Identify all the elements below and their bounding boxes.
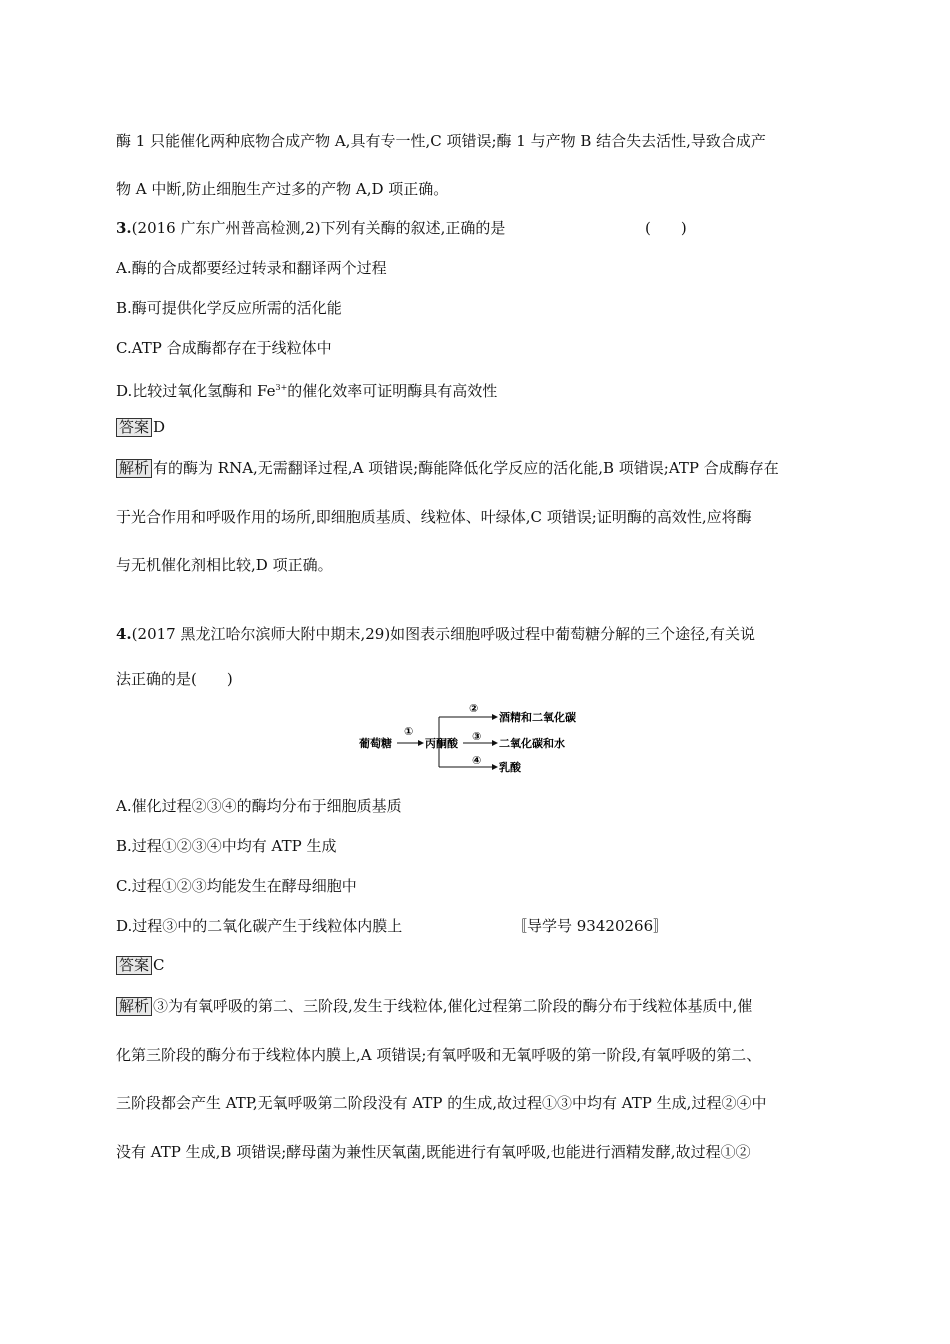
- question-3-analysis-line-2: 于光合作用和呼吸作用的场所,即细胞质基质、线粒体、叶绿体,C 项错误;证明酶的高效性,应将酶: [116, 508, 752, 526]
- analysis-tag: 解析: [116, 997, 152, 1016]
- answer-tag: 答案: [116, 956, 152, 975]
- step-3-marker: ③: [472, 730, 482, 743]
- question-4-answer: [116, 955, 165, 975]
- option-d-text-start: D.比较过氧化氢酶和 Fe: [116, 382, 276, 400]
- question-4-analysis-line-1: [116, 996, 752, 1016]
- question-4-text: (2017 黑龙江哈尔滨师大附中期末,29)如图表示细胞呼吸过程中葡萄糖分解的三个途径,有关说: [131, 625, 755, 643]
- question-4-analysis-line-4: 没有 ATP 生成,B 项错误;酵母菌为兼性厌氧菌,既能进行有氧呼吸,也能进行酒精发酵,故过程①②: [116, 1143, 751, 1161]
- question-3-number: 3.: [116, 219, 132, 237]
- option-d-text-end: 的催化效率可证明酶具有高效性: [287, 382, 498, 400]
- question-3-option-c: C.ATP 合成酶都存在于线粒体中: [116, 339, 332, 357]
- product-3-label: 二氧化碳和水: [499, 737, 565, 750]
- question-3-analysis-line-3: 与无机催化剂相比较,D 项正确。: [116, 556, 333, 574]
- question-4-analysis-line-3: 三阶段都会产生 ATP,无氧呼吸第二阶段没有 ATP 的生成,故过程①③中均有 ATP 生成,过程②④中: [116, 1094, 767, 1112]
- question-3-option-a: A.酶的合成都要经过转录和翻译两个过程: [116, 259, 387, 277]
- step-2-marker: ②: [469, 702, 479, 715]
- question-3-answer-paren: ( ): [645, 219, 687, 237]
- question-4-option-d: D.过程③中的二氧化碳产生于线粒体内膜上: [116, 917, 403, 935]
- question-4-option-b: B.过程①②③④中均有 ATP 生成: [116, 837, 337, 855]
- question-4-stem-line-2: 法正确的是( ): [116, 670, 233, 688]
- question-4-stem-line-1: [116, 624, 755, 644]
- respiration-pathway-diagram: [359, 700, 599, 784]
- product-2-label: 酒精和二氧化碳: [499, 711, 576, 724]
- analysis-text: ③为有氧呼吸的第二、三阶段,发生于线粒体,催化过程第二阶段的酶分布于线粒体基质中,催: [153, 997, 753, 1015]
- guide-reference-number: 〚导学号 93420266〛: [512, 917, 669, 935]
- question-3-analysis-line-1: [116, 458, 779, 478]
- product-4-label: 乳酸: [499, 761, 521, 774]
- glucose-label: 葡萄糖: [359, 737, 392, 750]
- answer-tag: 答案: [116, 418, 152, 437]
- question-3-option-d: [116, 378, 497, 401]
- prev-explanation-line-2: 物 A 中断,防止细胞生产过多的产物 A,D 项正确。: [116, 180, 449, 198]
- step-1-marker: ①: [404, 725, 414, 738]
- analysis-tag: 解析: [116, 459, 152, 478]
- step-4-marker: ④: [472, 754, 482, 767]
- question-3-stem: [116, 218, 505, 238]
- question-4-number: 4.: [116, 625, 132, 643]
- question-4-analysis-line-2: 化第三阶段的酶分布于线粒体内膜上,A 项错误;有氧呼吸和无氧呼吸的第一阶段,有氧呼吸的第二、: [116, 1046, 762, 1064]
- question-4-option-c: C.过程①②③均能发生在酵母细胞中: [116, 877, 357, 895]
- prev-explanation-line-1: 酶 1 只能催化两种底物合成产物 A,具有专一性,C 项错误;酶 1 与产物 B 结合失去活性,导致合成产: [116, 132, 766, 150]
- answer-value: C: [153, 956, 165, 974]
- question-3-answer: [116, 417, 165, 437]
- answer-value: D: [153, 418, 166, 436]
- question-3-text: (2016 广东广州普高检测,2)下列有关酶的叙述,正确的是: [131, 219, 506, 237]
- question-3-option-b: B.酶可提供化学反应所需的活化能: [116, 299, 342, 317]
- pyruvate-label: 丙酮酸: [425, 737, 458, 750]
- question-4-option-a: A.催化过程②③④的酶均分布于细胞质基质: [116, 797, 402, 815]
- analysis-text: 有的酶为 RNA,无需翻译过程,A 项错误;酶能降低化学反应的活化能,B 项错误;ATP 合成酶存在: [153, 459, 779, 477]
- iron-charge-superscript: 3+: [275, 383, 288, 392]
